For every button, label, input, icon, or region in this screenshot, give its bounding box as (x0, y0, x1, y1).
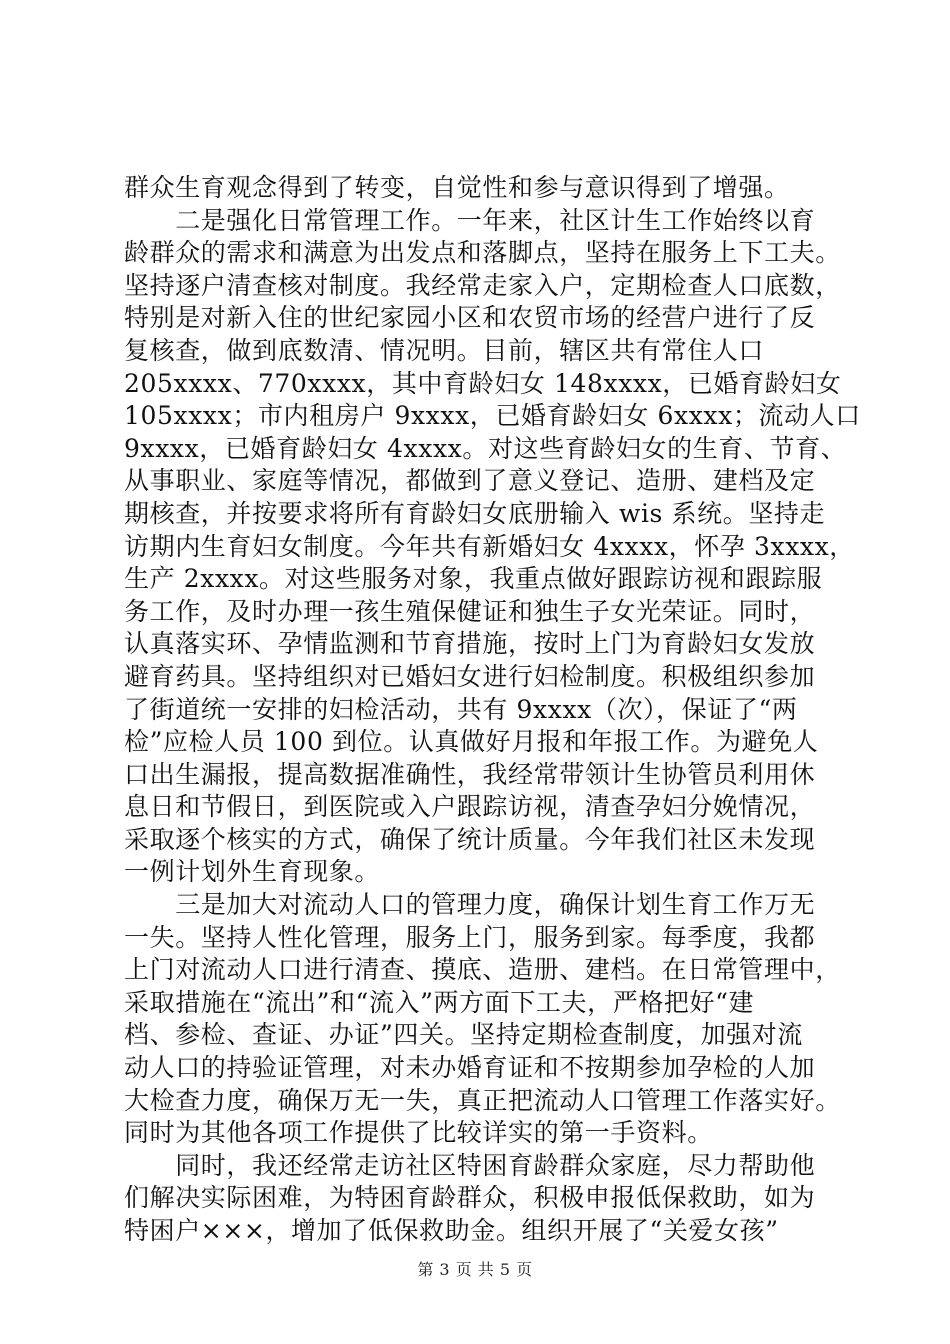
text-line: 9xxxx，已婚育龄妇女 4xxxx。对这些育龄妇女的生育、节育、 (124, 433, 847, 463)
text-line: 动人口的持验证管理，对未办婚育证和不按期参加孕检的人加 (124, 1053, 816, 1083)
text-line: 息日和节假日，到医院或入户跟踪访视，清查孕妇分娩情况， (124, 792, 816, 822)
text-line: 避育药具。坚持组织对已婚妇女进行妇检制度。积极组织参加 (124, 661, 816, 691)
text-line: 一例计划外生育现象。 (124, 857, 381, 887)
text-line: 105xxxx；市内租房户 9xxxx，已婚育龄妇女 6xxxx；流动人口 (124, 401, 861, 431)
text-line: 二是强化日常管理工作。一年来，社区计生工作始终以育 (124, 205, 816, 235)
document-body (124, 172, 861, 1248)
text-line: 上门对流动人口进行清查、摸底、造册、建档。在日常管理中， (124, 955, 841, 985)
text-line: 访期内生育妇女制度。今年共有新婚妇女 4xxxx，怀孕 3xxxx， (124, 531, 855, 561)
text-line: 坚持逐户清查核对制度。我经常走家入户，定期检查人口底数， (124, 270, 841, 300)
text-line: 采取措施在“流出”和“流入”两方面下工夫，严格把好“建 (124, 987, 755, 1017)
text-line: 特别是对新入住的世纪家园小区和农贸市场的经营户进行了反 (124, 303, 816, 333)
text-line: 特困户×××，增加了低保救助金。组织开展了“关爱女孩” (124, 1216, 779, 1245)
text-line: 认真落实环、孕情监测和节育措施，按时上门为育龄妇女发放 (124, 629, 816, 659)
text-line: 检”应检人员 100 到位。认真做好月报和年报工作。为避免人 (124, 727, 819, 757)
text-line: 同时为其他各项工作提供了比较详实的第一手资料。 (124, 1118, 713, 1148)
text-line: 复核查，做到底数清、情况明。目前，辖区共有常住人口 (124, 335, 765, 365)
text-line: 群众生育观念得到了转变，自觉性和参与意识得到了增强。 (124, 173, 790, 202)
text-line: 了街道统一安排的妇检活动，共有 9xxxx（次），保证了“两 (124, 694, 798, 724)
text-line: 大检查力度，确保万无一失，真正把流动人口管理工作落实好。 (124, 1085, 841, 1115)
page-number-footer: 第 3 页 共 5 页 (417, 1260, 533, 1279)
text-line: 档、参检、查证、办证”四关。坚持定期检查制度，加强对流 (124, 1020, 803, 1050)
text-line: 生产 2xxxx。对这些服务对象，我重点做好跟踪访视和跟踪服 (124, 564, 823, 594)
text-line: 口出生漏报，提高数据准确性，我经常带领计生协管员利用休 (124, 759, 816, 789)
text-line: 龄群众的需求和满意为出发点和落脚点，坚持在服务上下工夫。 (124, 238, 841, 268)
text-line: 一失。坚持人性化管理，服务上门，服务到家。每季度，我都 (124, 922, 816, 952)
text-line: 205xxxx、770xxxx，其中育龄妇女 148xxxx，已婚育龄妇女 (124, 368, 842, 398)
text-line: 务工作，及时办理一孩生殖保健证和独生子女光荣证。同时， (124, 596, 816, 626)
text-line: 从事职业、家庭等情况，都做到了意义登记、造册、建档及定 (124, 466, 816, 496)
text-line: 们解决实际困难，为特困育龄群众，积极申报低保救助，如为 (124, 1183, 816, 1213)
text-line: 期核查，并按要求将所有育龄妇女底册输入 wis 系统。坚持走 (124, 498, 826, 528)
text-line: 同时，我还经常走访社区特困育龄群众家庭，尽力帮助他 (124, 1150, 816, 1180)
text-line: 采取逐个核实的方式，确保了统计质量。今年我们社区未发现 (124, 824, 816, 854)
text-line: 三是加大对流动人口的管理力度，确保计划生育工作万无 (124, 890, 816, 920)
